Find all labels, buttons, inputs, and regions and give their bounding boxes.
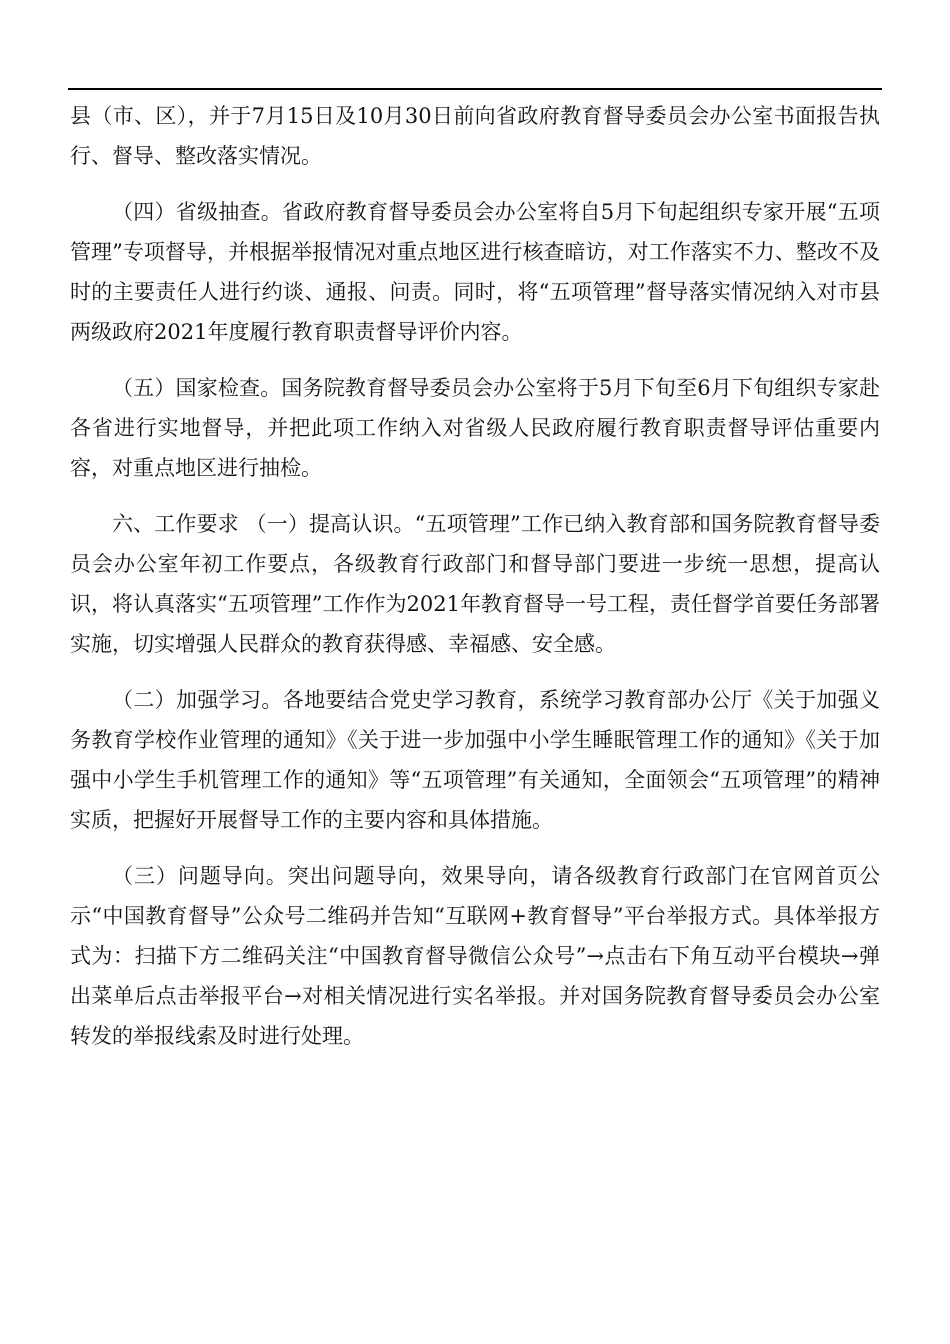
paragraph-continuation: 县（市、区），并于7月15日及10月30日前向省政府教育督导委员会办公室书面报告执行、督导、整改落实情况。 (70, 104, 880, 168)
paragraph-national-check: （五）国家检查。国务院教育督导委员会办公室将于5月下旬至6月下旬组织专家赴各省进行实地督导，并把此项工作纳入对省级人民政府履行教育职责督导评估重要内容，对重点地区进行抽检。 (70, 376, 880, 480)
paragraph-strengthen-learning: （二）加强学习。各地要结合党史学习教育，系统学习教育部办公厅《关于加强义务教育学校作业管理的通知》《关于进一步加强中小学生睡眠管理工作的通知》《关于加强中小学生手机管理工作的通知》等“五项管理”有关通知，全面领会“五项管理”的精神实质，把握好开展督导工作的主要内容和具体措施。 (70, 688, 880, 832)
paragraph-provincial-check: （四）省级抽查。省政府教育督导委员会办公室将自5月下旬起组织专家开展“五项管理”专项督导，并根据举报情况对重点地区进行核查暗访，对工作落实不力、整改不及时的主要责任人进行约谈、通报、问责。同时，将“五项管理”督导落实情况纳入对市县两级政府2021年度履行教育职责督导评价内容。 (70, 200, 880, 344)
paragraph-problem-oriented: （三）问题导向。突出问题导向，效果导向，请各级教育行政部门在官网首页公示“中国教育督导”公众号二维码并告知“互联网+教育督导”平台举报方式。具体举报方式为：扫描下方二维码关注“中国教育督导微信公众号”→点击右下角互动平台模块→弹出菜单后点击举报平台→对相关情况进行实名举报。并对国务院教育督导委员会办公室转发的举报线索及时进行处理。 (70, 864, 880, 1048)
paragraph-work-requirements: 六、工作要求 （一）提高认识。“五项管理”工作已纳入教育部和国务院教育督导委员会办公室年初工作要点，各级教育行政部门和督导部门要进一步统一思想，提高认识，将认真落实“五项管理”工作作为2021年教育督导一号工程，责任督学首要任务部署实施，切实增强人民群众的教育获得感、幸福感、安全感。 (70, 512, 880, 656)
document-body (70, 96, 880, 1072)
header-rule (68, 88, 882, 90)
